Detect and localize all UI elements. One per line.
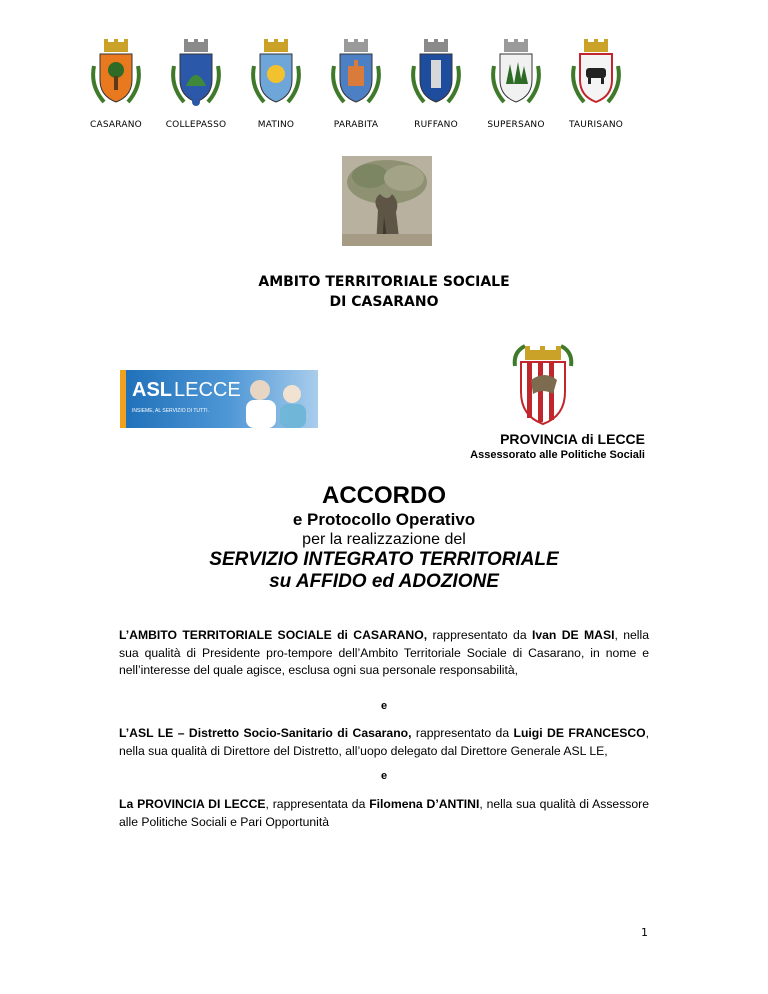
asl-brand-light: LECCE (174, 379, 241, 401)
municipal-crests-row (76, 36, 636, 130)
taurisano-coat-of-arms-icon (564, 36, 628, 114)
crest-taurisano (556, 36, 636, 130)
collepasso-coat-of-arms-icon (164, 36, 228, 114)
paragraph-text: , nella sua qualità di Presidente pro-tempore dell’Ambito Territoriale Sociale di Casarano, in nome e nell’interesse del quale agisce, esclusa ogni sua personale responsabilità, (119, 628, 649, 677)
page-number: 1 (641, 926, 648, 939)
party-name: L’AMBITO TERRITORIALE SOCIALE di CASARANO, (119, 628, 428, 642)
representative-name: Filomena D’ANTINI (369, 797, 480, 811)
asl-brand-bold: ASL (132, 379, 172, 401)
ambito-title-line1: AMBITO TERRITORIALE SOCIALE (258, 274, 510, 290)
paragraph-text: rappresentato da (411, 726, 514, 740)
provincia-lecce-coat-of-arms-icon (511, 340, 575, 426)
ambito-title-line2: DI CASARANO (329, 294, 439, 310)
municipality-name: CASARANO (90, 120, 142, 130)
separator-e: e (380, 770, 388, 782)
provincia-block (400, 431, 645, 462)
title-accordo: ACCORDO (322, 482, 446, 509)
paragraph-text: , nella sua qualità di Assessore alle Politiche Sociali e Pari Opportunità (119, 797, 649, 829)
asl-tagline: INSIEME, AL SERVIZIO DI TUTTI. (132, 408, 209, 414)
matino-coat-of-arms-icon (244, 36, 308, 114)
party-asl-paragraph (119, 725, 649, 760)
party-provincia-paragraph (119, 796, 649, 831)
crest-collepasso (156, 36, 236, 130)
party-name: La PROVINCIA DI LECCE (119, 797, 266, 811)
title-affido-adozione: su AFFIDO ed ADOZIONE (269, 571, 499, 592)
municipality-name: SUPERSANO (487, 120, 545, 130)
paragraph-text: , nella sua qualità di Direttore del Distretto, all’uopo delegato dal Direttore Generale ASL LE, (119, 726, 649, 758)
municipality-name: PARABITA (333, 120, 379, 130)
casarano-coat-of-arms-icon (84, 36, 148, 114)
party-ambito-paragraph (119, 627, 649, 680)
provincia-name: PROVINCIA di LECCE (500, 431, 645, 447)
provincia-assessorato: Assessorato alle Politiche Sociali (470, 449, 645, 461)
supersano-coat-of-arms-icon (484, 36, 548, 114)
party-name: L’ASL LE – Distretto Socio-Sanitario di Casarano, (119, 726, 412, 740)
municipality-name: RUFFANO (414, 120, 458, 130)
municipality-name: TAURISANO (568, 120, 624, 130)
asl-lecce-logo (120, 370, 318, 428)
title-servizio: SERVIZIO INTEGRATO TERRITORIALE (209, 549, 559, 570)
crest-parabita (316, 36, 396, 130)
municipality-name: MATINO (257, 120, 295, 130)
crest-casarano (76, 36, 156, 130)
olive-tree-photo (342, 156, 432, 246)
crest-supersano (476, 36, 556, 130)
crest-ruffano (396, 36, 476, 130)
representative-name: Luigi DE FRANCESCO (513, 726, 646, 740)
crest-matino (236, 36, 316, 130)
separator-e: e (380, 700, 388, 712)
parabita-coat-of-arms-icon (324, 36, 388, 114)
paragraph-text: , rappresentata da (265, 797, 370, 811)
representative-name: Ivan DE MASI (531, 628, 615, 642)
ruffano-coat-of-arms-icon (404, 36, 468, 114)
title-per-realizzazione: per la realizzazione del (302, 531, 466, 548)
document-title (0, 482, 768, 593)
ambito-title (0, 272, 768, 312)
paragraph-text: rappresentato da (427, 628, 532, 642)
municipality-name: COLLEPASSO (165, 120, 227, 130)
title-protocollo: e Protocollo Operativo (292, 510, 476, 529)
